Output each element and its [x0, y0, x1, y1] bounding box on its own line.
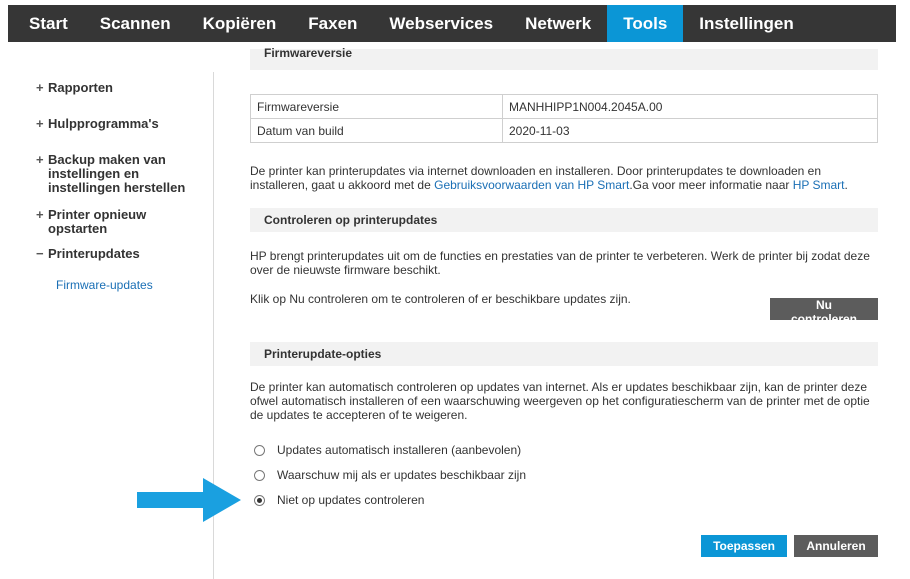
tab-webservices[interactable]: Webservices [389, 13, 494, 33]
section-title-check-updates [250, 208, 878, 232]
section-title-text: Firmwareversie [264, 46, 353, 60]
section-title-firmware [250, 46, 878, 70]
table-cell-key: Firmwareversie [251, 95, 503, 119]
radio-button-selected[interactable] [254, 495, 265, 506]
option-no-check[interactable] [254, 493, 424, 507]
option-label: Niet op updates controleren [277, 493, 425, 507]
table-row [251, 119, 878, 143]
more-info-text: .Ga voor meer informatie naar [629, 178, 793, 192]
sidebar-item-label: Backup maken van instellingen en instellingen herstellen [48, 152, 186, 195]
table-cell-key: Datum van build [251, 119, 503, 143]
tab-instellingen[interactable]: Instellingen [699, 13, 794, 33]
sidebar-item-rapporten[interactable] [36, 81, 206, 95]
sidebar-item-label: Rapporten [48, 80, 113, 95]
check-updates-instruction: Klik op Nu controleren om te controleren of er beschikbare updates zijn. [250, 292, 631, 306]
hp-smart-link[interactable]: HP Smart [792, 178, 845, 192]
sidebar-item-backup[interactable] [36, 153, 196, 195]
sidebar-item-printer-opnieuw-opstarten[interactable] [36, 208, 166, 236]
firmware-info-table [250, 94, 878, 143]
section-title-text: Printerupdate-opties [264, 347, 382, 361]
update-options-description: De printer kan automatisch controleren op updates van internet. Als er updates beschikbaar zijn, kan de printer deze ofwel automatisch installeren of een waarschuwing weergeven op het configuratiescherm van de printer met de optie de updates te accepteren of te weigeren. [250, 380, 870, 422]
sidebar-item-label: Printerupdates [48, 246, 140, 261]
tab-start[interactable]: Start [29, 13, 68, 33]
option-notify[interactable] [254, 468, 526, 482]
apply-button[interactable]: Toepassen [701, 535, 787, 557]
tab-kopieren[interactable]: Kopiëren [202, 13, 277, 33]
table-row [251, 95, 878, 119]
sidebar-item-hulpprogrammas[interactable] [36, 117, 206, 131]
main-content [214, 46, 894, 579]
check-updates-description: HP brengt printerupdates uit om de functies en prestaties van de printer te verbeteren. Werk de printer bij zodat deze over de nieuwste firmware beschikt. [250, 249, 870, 277]
option-label: Waarschuw mij als er updates beschikbaar zijn [277, 468, 526, 482]
cancel-button[interactable]: Annuleren [794, 535, 878, 557]
sidebar-item-label: Hulpprogramma's [48, 116, 159, 131]
firmware-intro-text [250, 164, 878, 192]
pointer-arrow-icon [137, 478, 241, 522]
check-now-button[interactable]: Nu controleren [770, 298, 878, 320]
tab-faxen[interactable]: Faxen [308, 13, 358, 33]
sidebar-subitem-firmware-updates[interactable]: Firmware-updates [56, 278, 153, 292]
intro-text: De printer kan printerupdates via internet downloaden en installeren. Door printerupdates te downloaden en installeren, gaat u akkoord met de [250, 164, 822, 192]
table-cell-value: MANHHIPP1N004.2045A.00 [503, 95, 878, 119]
section-title-text: Controleren op printerupdates [264, 213, 438, 227]
top-navigation [8, 5, 896, 42]
tab-scannen[interactable]: Scannen [99, 13, 171, 33]
sidebar-item-label: Printer opnieuw opstarten [48, 207, 147, 236]
radio-button[interactable] [254, 445, 265, 456]
expand-icon: + [36, 80, 44, 95]
option-auto-install[interactable] [254, 443, 521, 457]
option-label: Updates automatisch installeren (aanbevolen) [277, 443, 522, 457]
table-cell-value: 2020-11-03 [503, 119, 878, 143]
expand-icon: + [36, 116, 44, 131]
radio-button[interactable] [254, 470, 265, 481]
terms-link[interactable]: Gebruiksvoorwaarden van HP Smart [434, 178, 630, 192]
tab-netwerk[interactable]: Netwerk [525, 13, 592, 33]
section-title-update-options [250, 342, 878, 366]
expand-icon: + [36, 152, 44, 167]
end-dot: . [844, 178, 848, 192]
expand-icon: + [36, 207, 44, 222]
tab-tools[interactable]: Tools [607, 5, 683, 42]
sidebar-item-printerupdates[interactable] [36, 247, 206, 261]
collapse-icon: − [36, 246, 44, 261]
